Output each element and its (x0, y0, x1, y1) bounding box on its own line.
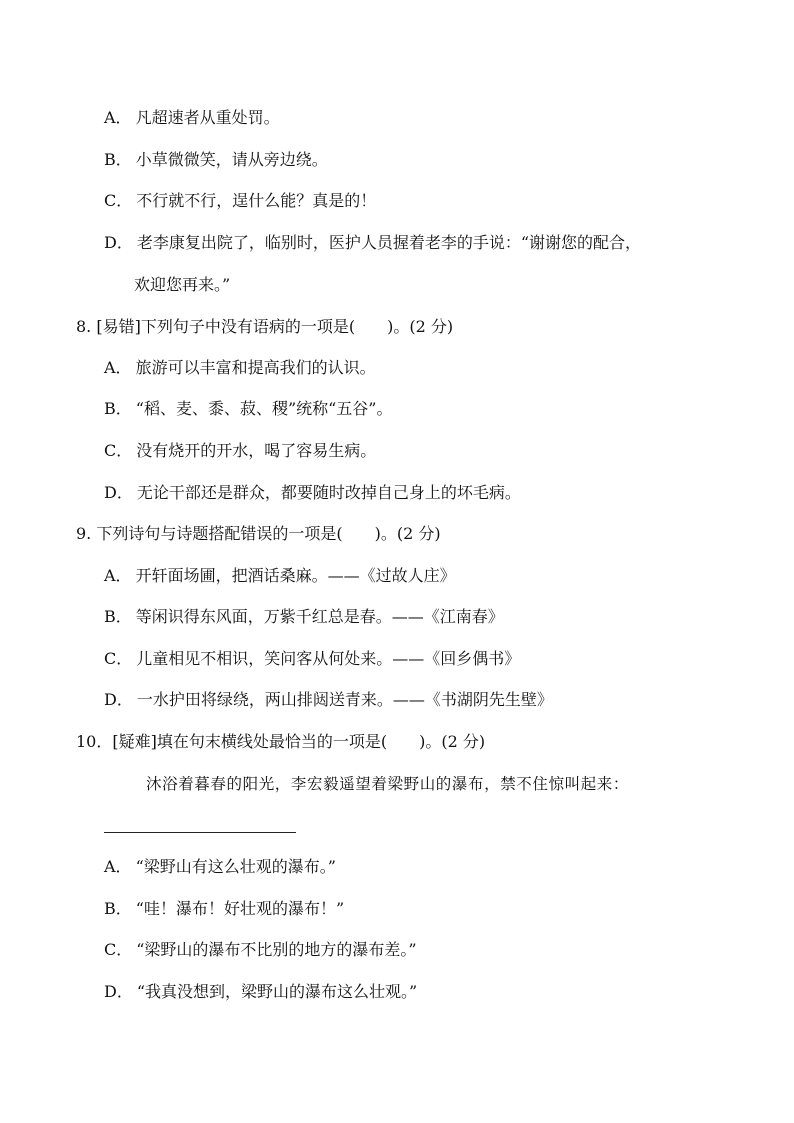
option-text: “梁野山的瀑布不比别的地方的瀑布差。” (136, 940, 417, 959)
option-letter: A． (104, 108, 132, 127)
q10-option-b (104, 899, 344, 919)
option-letter: D． (104, 690, 133, 709)
option-text: 一水护田将绿绕，两山排闼送青来。——《书湖阴先生壁》 (136, 690, 553, 709)
option-letter: B． (104, 150, 132, 169)
option-letter: C． (104, 191, 133, 210)
option-letter: A． (104, 358, 132, 377)
option-letter: B． (104, 399, 132, 418)
q9-option-b (104, 607, 504, 627)
option-text: 等闲识得东风面，万紫千红总是春。——《江南春》 (135, 607, 504, 626)
q10-passage: 沐浴着暮春的阳光，李宏毅遥望着梁野山的瀑布，禁不住惊叫起来： (146, 775, 630, 793)
q8-option-c (104, 441, 376, 461)
q7-option-c (104, 191, 376, 211)
answer-blank-line (104, 832, 296, 833)
q8-option-d (104, 483, 521, 503)
option-letter: A． (104, 857, 132, 876)
q7-option-a (104, 108, 280, 128)
q7-option-d-continuation: 欢迎您再来。” (134, 275, 231, 294)
option-letter: C． (104, 940, 133, 959)
q10-option-c (104, 940, 417, 960)
option-text: “稻、麦、黍、菽、稷”统称“五谷”。 (135, 399, 393, 418)
option-text: “我真没想到，梁野山的瀑布这么壮观。” (136, 982, 418, 1001)
option-text: “梁野山有这么壮观的瀑布。” (135, 857, 336, 876)
q9-option-d (104, 690, 553, 710)
q8-option-b (104, 399, 393, 419)
q10-option-a (104, 857, 336, 877)
q10-stem: 10．[疑难]填在句末横线处最恰当的一项是( )。(2 分) (76, 732, 486, 751)
q9-option-c (104, 649, 520, 669)
option-text: 开轩面场圃，把酒话桑麻。——《过故人庄》 (135, 566, 456, 585)
q8-stem: 8. [易错]下列句子中没有语病的一项是( )。(2 分) (76, 317, 454, 336)
q9-stem: 9. 下列诗句与诗题搭配错误的一项是( )。(2 分) (76, 524, 441, 543)
option-letter: B． (104, 607, 132, 626)
q7-option-b (104, 150, 328, 170)
option-text: “哇！瀑布！好壮观的瀑布！” (135, 899, 345, 918)
option-letter: B． (104, 899, 132, 918)
option-text: 旅游可以丰富和提高我们的认识。 (135, 358, 376, 377)
option-text: 小草微微笑，请从旁边绕。 (135, 150, 328, 169)
option-letter: C． (104, 649, 133, 668)
q10-option-d (104, 982, 417, 1002)
option-letter: D． (104, 483, 133, 502)
option-letter: C． (104, 441, 133, 460)
option-text: 不行就不行，逞什么能？真是的！ (136, 191, 377, 210)
q8-option-a (104, 358, 376, 378)
q7-option-d (104, 233, 641, 253)
option-text: 没有烧开的开水，喝了容易生病。 (136, 441, 377, 460)
option-text: 老李康复出院了，临别时，医护人员握着老李的手说：“谢谢您的配合， (136, 233, 642, 252)
q9-option-a (104, 566, 456, 586)
option-letter: A． (104, 566, 132, 585)
option-letter: D． (104, 233, 133, 252)
option-letter: D． (104, 982, 133, 1001)
option-text: 无论干部还是群众，都要随时改掉自己身上的坏毛病。 (136, 483, 521, 502)
option-text: 儿童相见不相识，笑问客从何处来。——《回乡偶书》 (136, 649, 521, 668)
option-text: 凡超速者从重处罚。 (135, 108, 280, 127)
